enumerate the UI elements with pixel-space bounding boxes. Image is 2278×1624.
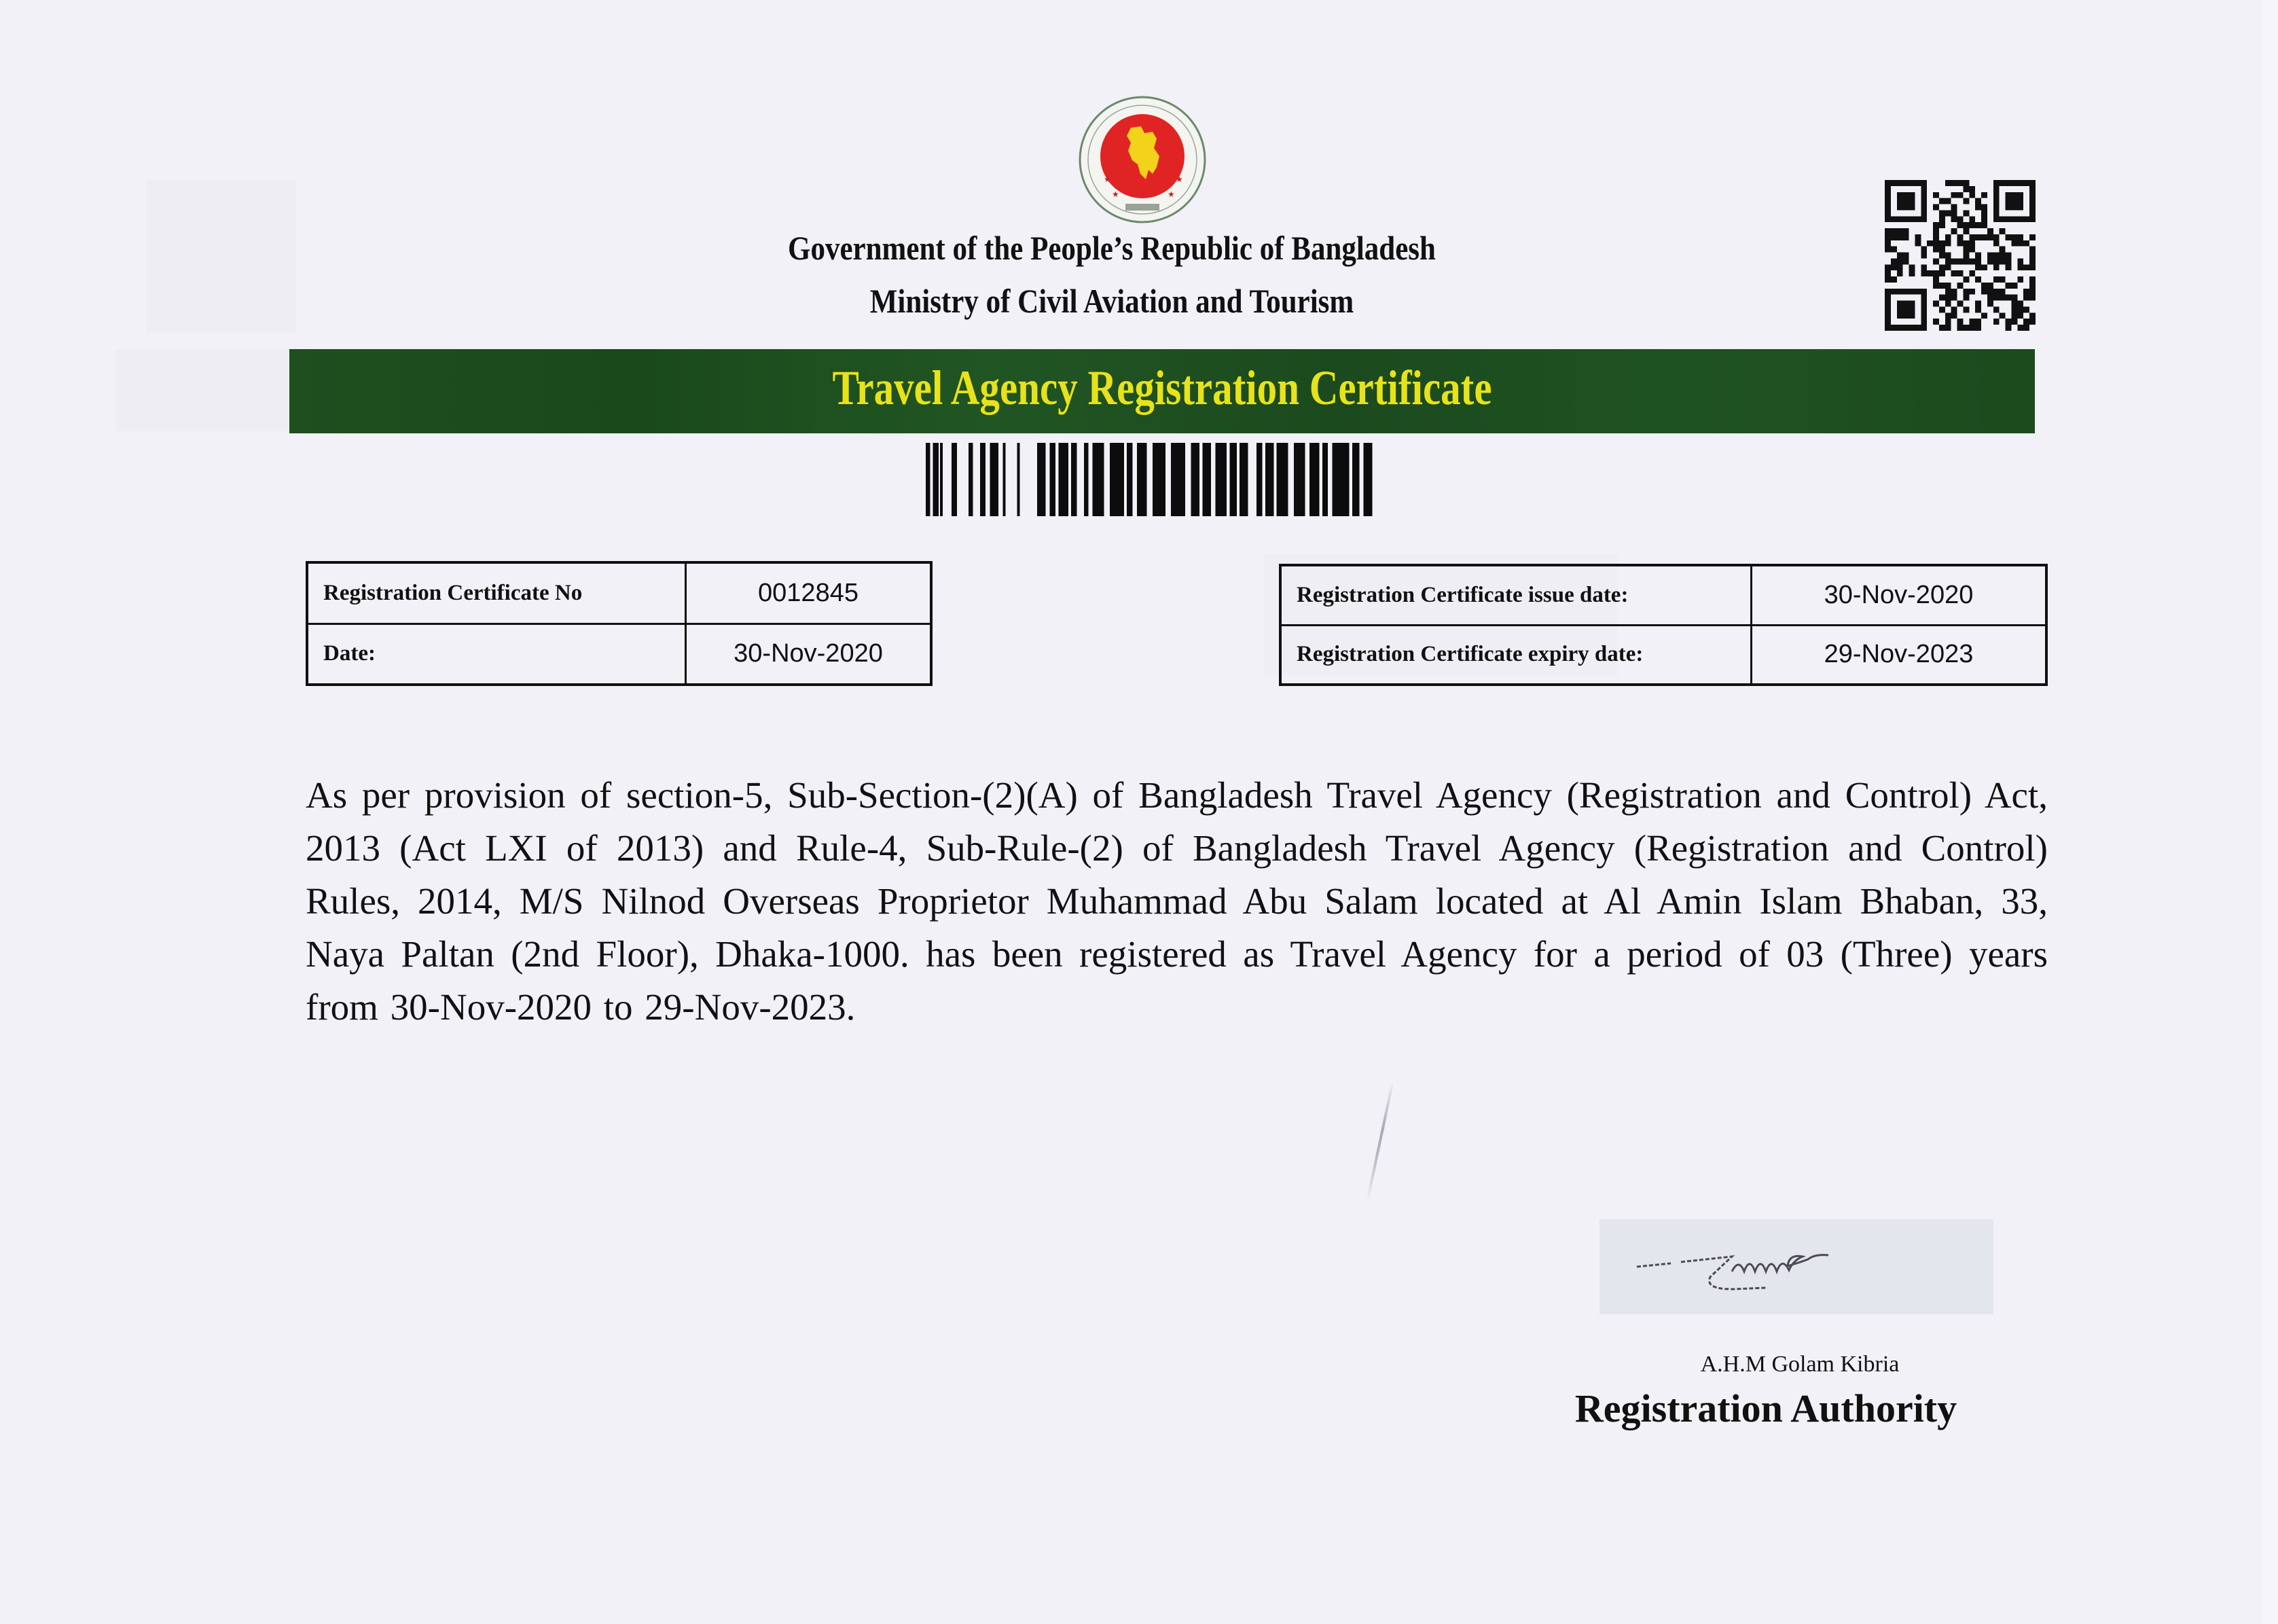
qr-module [2011,234,2017,240]
qr-module [2011,319,2017,325]
qr-module [1951,204,1957,211]
qr-module [2029,180,2036,222]
barcode-bar [1037,443,1046,516]
qr-module [2011,306,2017,312]
qr-module [1933,228,1939,234]
qr-module [1945,325,1951,331]
expiry-date-value: 29-Nov-2023 [1752,625,2047,685]
qr-module [1921,289,1927,331]
barcode-bar [1017,443,1019,516]
qr-module [1939,306,1945,312]
qr-module [1975,253,1981,259]
barcode-bar [1071,443,1077,516]
qr-module [2006,258,2012,264]
qr-module [1933,204,1939,211]
qr-module [1957,283,1964,289]
qr-module [1951,306,1957,312]
qr-module [1963,240,1969,247]
qr-module [1981,289,1987,295]
qr-module [1957,240,1964,247]
qr-module [1969,247,1975,253]
qr-module [1993,253,2000,259]
svg-text:★: ★ [1104,175,1111,184]
qr-module [1939,270,1945,276]
issue-date-label: Registration Certificate issue date: [1280,565,1752,625]
barcode-bar [940,443,943,516]
qr-module [1945,240,1951,247]
qr-module [1975,234,1981,240]
barcode-bar [1277,443,1288,516]
barcode-bar [1322,443,1328,516]
certificate-no-value: 0012845 [686,562,932,624]
barcode-bar [933,443,939,516]
qr-module [2006,319,2012,325]
barcode-bar [1002,443,1005,516]
qr-module [2023,295,2029,301]
qr-module [2006,264,2012,270]
qr-module [1945,289,1951,295]
qr-module [1987,301,1993,307]
certificate-no-label: Registration Certificate No [307,562,686,624]
qr-module [1885,289,1927,295]
qr-module [1939,222,1945,228]
qr-module [2023,264,2029,270]
barcode-bar [1202,443,1211,516]
table-row [307,562,931,624]
qr-module [1951,228,1957,234]
barcode-bar [1191,443,1200,516]
qr-module [1891,228,1897,234]
signer-title: Registration Authority [1574,1386,1957,1430]
qr-module [1993,306,2000,312]
qr-module [1897,270,1903,276]
qr-module [1957,270,1964,276]
qr-module [1975,325,1981,331]
table-row [1280,565,2046,625]
table-row [1280,625,2046,685]
barcode-bar [926,443,930,516]
qr-module [1915,234,1921,240]
qr-module [2029,295,2036,301]
qr-module [2000,289,2006,295]
barcode-bar [980,443,986,516]
qr-module [1975,198,1981,204]
qr-module [1933,270,1939,276]
qr-module [1987,289,1993,295]
qr-module [1963,258,1969,264]
qr-module [2000,312,2006,319]
qr-module [2023,240,2029,247]
bleed-through-band [115,350,289,431]
qr-module [1963,247,1969,253]
qr-module [1897,301,1915,319]
qr-module [1897,264,1903,270]
qr-module [1885,228,1891,234]
qr-module [1981,222,1987,228]
qr-module [1897,258,1903,264]
qr-module [1981,216,1987,222]
qr-module [1951,210,1957,216]
qr-module [2029,312,2036,319]
qr-module [1975,306,1981,312]
qr-module [1975,264,1981,270]
qr-module [1993,264,2000,270]
qr-module [1969,289,1975,295]
qr-module [2011,301,2017,307]
barcode-bar [1084,443,1088,516]
qr-module [1975,319,1981,325]
qr-module [1969,216,1975,222]
qr-module [1939,325,1945,331]
qr-module [2023,325,2029,331]
qr-module [1993,180,2036,186]
qr-module [1909,270,1915,276]
qr-module [1939,253,1945,259]
qr-module [2000,228,2006,234]
qr-module [2011,240,2017,247]
barcode-bar [990,443,999,516]
qr-module [1933,276,1939,283]
barcode-bar [1294,443,1305,516]
qr-module [1969,186,1975,192]
qr-module [2029,264,2036,270]
qr-module [1933,247,1939,253]
qr-module [1933,283,1939,289]
qr-module [1987,295,1993,301]
qr-module [1981,210,1987,216]
qr-module [1993,234,2000,240]
qr-module [1963,222,1969,228]
barcode-bar [1215,443,1227,516]
qr-module [1939,240,1945,247]
barcode-bar [1364,443,1373,516]
qr-module [2017,306,2023,312]
barcode-bar [1265,443,1274,516]
qr-module [1945,283,1951,289]
barcode-bar [1058,443,1068,516]
government-emblem-icon [1077,94,1208,225]
qr-module [1933,319,1939,325]
qr-module [2017,240,2023,247]
qr-module [1885,216,1927,222]
qr-module [1975,204,1981,211]
qr-module [1969,325,1975,331]
qr-module [1939,283,1945,289]
expiry-date-label: Registration Certificate expiry date: [1280,625,1752,685]
qr-module [1963,210,1969,216]
qr-module [1927,270,1933,276]
svg-text:★: ★ [1112,190,1119,199]
barcode-bar [1171,443,1185,516]
barcode-bar [1229,443,1237,516]
barcode-bar [1309,443,1320,516]
qr-module [1981,312,1987,319]
qr-module [2000,253,2006,259]
table-row [307,624,931,685]
qr-module [1951,312,1957,319]
qr-module [2029,247,2036,253]
qr-module [1903,234,1909,240]
qr-module [1981,192,1987,198]
qr-module [2029,258,2036,264]
qr-module [2017,325,2023,331]
qr-module [2006,192,2024,211]
qr-module [1987,283,1993,289]
title-band [289,349,2035,433]
qr-module [1993,180,2000,222]
signer-name: A.H.M Golam Kibria [1700,1352,1900,1377]
svg-text:★: ★ [1168,190,1175,199]
qr-module [1951,270,1957,276]
qr-module [1957,258,1964,264]
qr-module [1885,325,1927,331]
barcode-bar [1137,443,1147,516]
qr-module [1921,264,1927,270]
qr-module [1951,295,1957,301]
barcode-bar [969,443,973,516]
qr-code-icon[interactable] [1885,180,2036,331]
qr-module [2023,306,2029,312]
qr-module [1993,319,2000,325]
qr-module [1945,258,1951,264]
qr-module [2011,283,2017,289]
qr-module [1945,319,1951,325]
qr-module [1921,247,1927,253]
qr-module [1933,222,1939,228]
qr-module [1909,264,1915,270]
qr-module [1897,228,1903,234]
qr-module [1933,234,1939,240]
qr-module [1897,234,1903,240]
qr-module [1963,186,1969,192]
barcode-bar [952,443,957,516]
barcode-bar [1333,443,1350,516]
barcode-bar [1093,443,1104,516]
qr-module [1933,240,1939,247]
qr-module [2029,319,2036,325]
qr-module [1957,325,1964,331]
qr-module [2029,283,2036,289]
qr-module [1885,240,1891,247]
qr-module [1897,192,1915,211]
qr-module [1891,234,1897,240]
qr-module [1963,198,1969,204]
qr-module [1993,289,2000,295]
qr-module [1951,258,1957,264]
qr-module [1963,306,1969,312]
qr-module [1975,222,1981,228]
qr-module [2006,283,2012,289]
qr-module [2017,301,2023,307]
qr-module [1945,295,1951,301]
qr-module [1951,216,1957,222]
qr-module [1957,319,1964,325]
qr-module [1939,247,1945,253]
qr-module [2029,276,2036,283]
qr-module [1915,240,1921,247]
qr-module [2023,319,2029,325]
qr-module [1933,192,1939,198]
qr-module [1891,258,1897,264]
qr-module [1933,258,1939,264]
qr-module [1885,264,1891,270]
certificate-title: Travel Agency Registration Certificate [832,361,1492,415]
qr-module [1987,234,1993,240]
qr-module [1897,253,1903,259]
barcode-bar [1352,443,1360,516]
qr-module [1957,180,1964,186]
barcode-bar [1240,443,1248,516]
qr-module [2006,325,2012,331]
qr-module [1891,276,1897,283]
qr-module [1969,240,1975,247]
qr-module [1933,301,1939,307]
qr-module [1921,253,1927,259]
qr-module [1993,216,2036,222]
qr-module [1969,319,1975,325]
qr-module [1921,180,1927,222]
qr-module [1939,198,1945,204]
qr-module [2017,276,2023,283]
qr-module [1969,258,1975,264]
qr-module [1981,234,1987,240]
qr-module [1963,325,1969,331]
qr-module [2029,253,2036,259]
ministry-heading: Ministry of Civil Aviation and Tourism [869,282,1354,320]
certificate-body-text: As per provision of section-5, Sub-Section-(2)(A) of Bangladesh Travel Agency (Registration and Control) Act, 2013 (Act LXI of 2013) and Rule-4, Sub-Rule-(2) of Bangladesh Travel Agency (Registration and Control) Rules, 2014, M/S Nilnod Overseas Proprietor Muhammad Abu Salam located at Al Amin Islam Bhaban, 33, Naya Paltan (2nd Floor), Dhaka-1000. has been registered as Travel Agency for a period of 03 (Three) years from 30-Nov-2020 to 29-Nov-2023. [306,774,2048,1028]
qr-module [1987,253,1993,259]
qr-module [1945,312,1951,319]
qr-module [1903,258,1909,264]
qr-module [2029,234,2036,240]
qr-module [2011,312,2017,319]
qr-module [1993,258,2000,264]
qr-module [1957,301,1964,307]
qr-module [1969,234,1975,240]
qr-module [1975,276,1981,283]
qr-module [1891,247,1897,253]
qr-module [1993,240,2000,247]
qr-module [1945,180,1951,186]
qr-module [1885,234,1891,240]
qr-module [1939,295,1945,301]
barcode-bar [1050,443,1055,516]
qr-module [2017,258,2023,264]
qr-module [1963,276,1969,283]
qr-module [1951,180,1957,186]
qr-module [1981,204,1987,211]
qr-module [2017,312,2023,319]
qr-module [1951,192,1957,198]
page-edge [2262,0,2278,1624]
date-value: 30-Nov-2020 [686,624,932,685]
qr-module [1891,264,1897,270]
qr-module [2017,234,2023,240]
qr-module [2029,289,2036,295]
qr-module [2000,258,2006,264]
qr-module [1993,295,2000,301]
qr-module [1969,270,1975,276]
qr-module [1951,289,1957,295]
qr-module [1981,283,1987,289]
qr-module [1927,240,1933,247]
qr-module [1885,276,1891,283]
qr-module [2000,295,2006,301]
barcode-icon [926,443,1381,516]
qr-module [1963,253,1969,259]
validity-dates-table [1279,564,2048,686]
stray-pen-mark [1366,1081,1394,1202]
barcode-bar [1110,443,1124,516]
svg-text:★: ★ [1176,175,1183,184]
qr-module [1969,222,1975,228]
qr-module [1939,210,1945,216]
qr-module [1945,301,1951,307]
qr-module [1975,301,1981,307]
qr-module [1957,234,1964,240]
qr-module [1885,180,1927,186]
qr-module [1945,264,1951,270]
barcode-bar [1256,443,1262,516]
issue-date-value: 30-Nov-2020 [1752,565,2047,625]
qr-module [2023,289,2029,295]
qr-module [1963,228,1969,234]
qr-module [1993,276,2000,283]
qr-module [1885,180,1891,222]
government-heading: Government of the People’s Republic of Bangladesh [788,229,1436,267]
qr-module [2006,253,2012,259]
qr-module [1885,247,1891,253]
qr-module [1903,228,1909,234]
qr-module [1939,264,1945,270]
qr-module [1945,210,1951,216]
qr-module [1963,289,1969,295]
qr-module [1975,258,1981,264]
qr-module [1987,228,1993,234]
qr-module [1957,222,1964,228]
qr-module [1885,289,1891,331]
qr-module [2006,234,2012,240]
qr-module [1945,234,1951,240]
qr-module [1903,253,1909,259]
qr-module [1921,270,1927,276]
qr-module [1945,198,1951,204]
qr-module [1969,192,1975,198]
signature-icon [1630,1229,1942,1304]
barcode-bar [1127,443,1132,516]
qr-module [2000,276,2006,283]
qr-module [1939,216,1945,222]
qr-module [1981,264,1987,270]
qr-module [2011,295,2017,301]
qr-module [1957,216,1964,222]
date-label: Date: [307,624,686,685]
qr-module [1945,253,1951,259]
qr-module [1963,295,1969,301]
qr-module [1987,258,1993,264]
qr-module [1885,270,1891,276]
qr-module [1963,180,1969,186]
barcode-bar [1153,443,1165,516]
qr-module [1957,192,1964,198]
certificate-number-table [306,561,933,686]
qr-module [2006,295,2012,301]
qr-module [2017,264,2023,270]
qr-module [2000,247,2006,253]
